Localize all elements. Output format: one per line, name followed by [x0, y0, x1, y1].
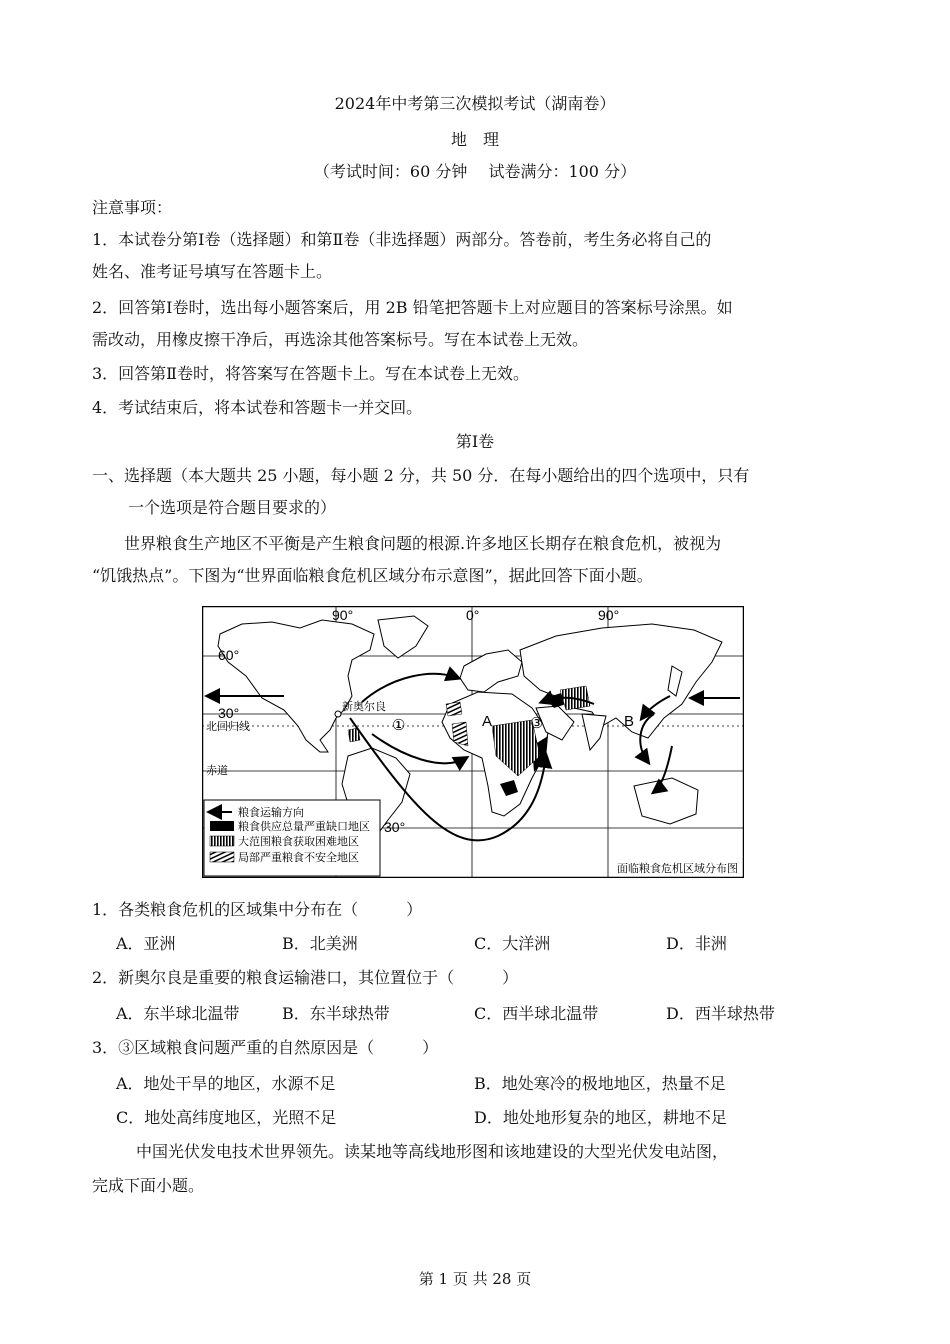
world-food-crisis-map — [202, 606, 744, 878]
label-region-3: ③ — [530, 715, 544, 732]
legend-item-2: 粮食供应总量严重缺口地区 — [238, 821, 370, 833]
q2-option-d: D．西半球热带 — [666, 1004, 775, 1023]
question-1-stem: 1．各类粮食危机的区域集中分布在（ ） — [92, 900, 423, 919]
region-local-insecurity-2 — [446, 702, 462, 716]
q3-option-d: D．地处地形复杂的地区，耕地不足 — [474, 1108, 727, 1127]
part-heading: 一、选择题（本大题共 25 小题，每小题 2 分，共 50 分．在每小题给出的四个选项中，只有 — [92, 466, 750, 485]
notice-item-1-cont: 姓名、准考证号填写在答题卡上。 — [92, 262, 333, 281]
q1-option-a: A．亚洲 — [116, 934, 176, 953]
q1-option-d: D．非洲 — [666, 934, 727, 953]
subject-title: 地 理 — [450, 130, 499, 149]
notice-item-1: 1．本试卷分第Ⅰ卷（选择题）和第Ⅱ卷（非选择题）两部分。答卷前，考生务必将自己的 — [92, 230, 712, 249]
q2-option-b: B．东半球热带 — [282, 1004, 390, 1023]
intro-paragraph-1: 世界粮食生产地区不平衡是产生粮食问题的根源.许多地区长期存在粮食危机，被视为 — [124, 534, 722, 553]
label-0: 0° — [466, 607, 480, 623]
label-60: 60° — [218, 647, 240, 663]
q1-option-b: B．北美洲 — [282, 934, 358, 953]
map-caption: 面临粮食危机区域分布图 — [617, 863, 738, 875]
exam-info: （考试时间：60 分钟 试卷满分：100 分） — [313, 162, 637, 181]
notice-heading: 注意事项： — [92, 198, 173, 217]
notice-item-3: 3．回答第Ⅱ卷时，将答案写在答题卡上。写在本试卷上无效。 — [92, 364, 530, 383]
label-30s: 30° — [384, 819, 406, 835]
legend-vertical-hatch-icon — [210, 836, 234, 846]
q2-option-a: A．东半球北温带 — [116, 1004, 240, 1023]
q3-option-c: C．地处高纬度地区，光照不足 — [116, 1108, 337, 1127]
new-orleans-marker — [335, 711, 341, 717]
label-90w: 90° — [332, 607, 354, 623]
map-legend — [204, 800, 380, 876]
label-a: A — [482, 713, 493, 730]
question-3-stem: 3．③区域粮食问题严重的自然原因是（ ） — [92, 1038, 439, 1057]
label-new-orleans: 新奥尔良 — [342, 701, 386, 713]
label-90e: 90° — [598, 607, 620, 623]
q1-option-c: C．大洋洲 — [474, 934, 551, 953]
label-equator: 赤道 — [206, 765, 228, 777]
legend-diagonal-hatch-icon — [210, 852, 234, 862]
intro-paragraph-1-cont: “饥饿热点”。下图为“世界面临粮食危机区域分布示意图”，据此回答下面小题。 — [92, 566, 653, 585]
part-heading-cont: 一个选项是符合题目要求的） — [128, 498, 337, 517]
legend-item-1: 粮食运输方向 — [238, 807, 304, 819]
legend-item-3: 大范围粮食获取困难地区 — [238, 836, 359, 848]
intro-paragraph-2-cont: 完成下面小题。 — [92, 1176, 205, 1195]
legend-item-4: 局部严重粮食不安全地区 — [238, 852, 359, 864]
exam-title: 2024年中考第三次模拟考试（湖南卷） — [334, 94, 616, 113]
label-b: B — [624, 713, 635, 730]
legend-solid-icon — [210, 821, 234, 831]
q3-option-a: A．地处干旱的地区，水源不足 — [116, 1074, 336, 1093]
q2-option-c: C．西半球北温带 — [474, 1004, 599, 1023]
notice-item-2: 2．回答第Ⅰ卷时，选出每小题答案后，用 2B 铅笔把答题卡上对应题目的答案标号涂黑。如 — [92, 298, 733, 317]
label-tropic: 北回归线 — [206, 721, 250, 733]
notice-item-4: 4．考试结束后，将本试卷和答题卡一并交回。 — [92, 398, 423, 417]
question-2-stem: 2．新奥尔良是重要的粮食运输港口，其位置位于（ ） — [92, 968, 519, 987]
intro-paragraph-2: 中国光伏发电技术世界领先。读某地等高线地形图和该地建设的大型光伏发电站图， — [136, 1142, 729, 1161]
notice-item-2-cont: 需改动，用橡皮擦干净后，再选涂其他答案标号。写在本试卷上无效。 — [92, 330, 589, 349]
label-30n: 30° — [218, 705, 240, 721]
q3-option-b: B．地处寒冷的极地地区，热量不足 — [474, 1074, 726, 1093]
label-region-1: ① — [392, 717, 406, 734]
page-footer: 第 1 页 共 28 页 — [418, 1270, 532, 1288]
volume-title: 第Ⅰ卷 — [455, 432, 495, 451]
